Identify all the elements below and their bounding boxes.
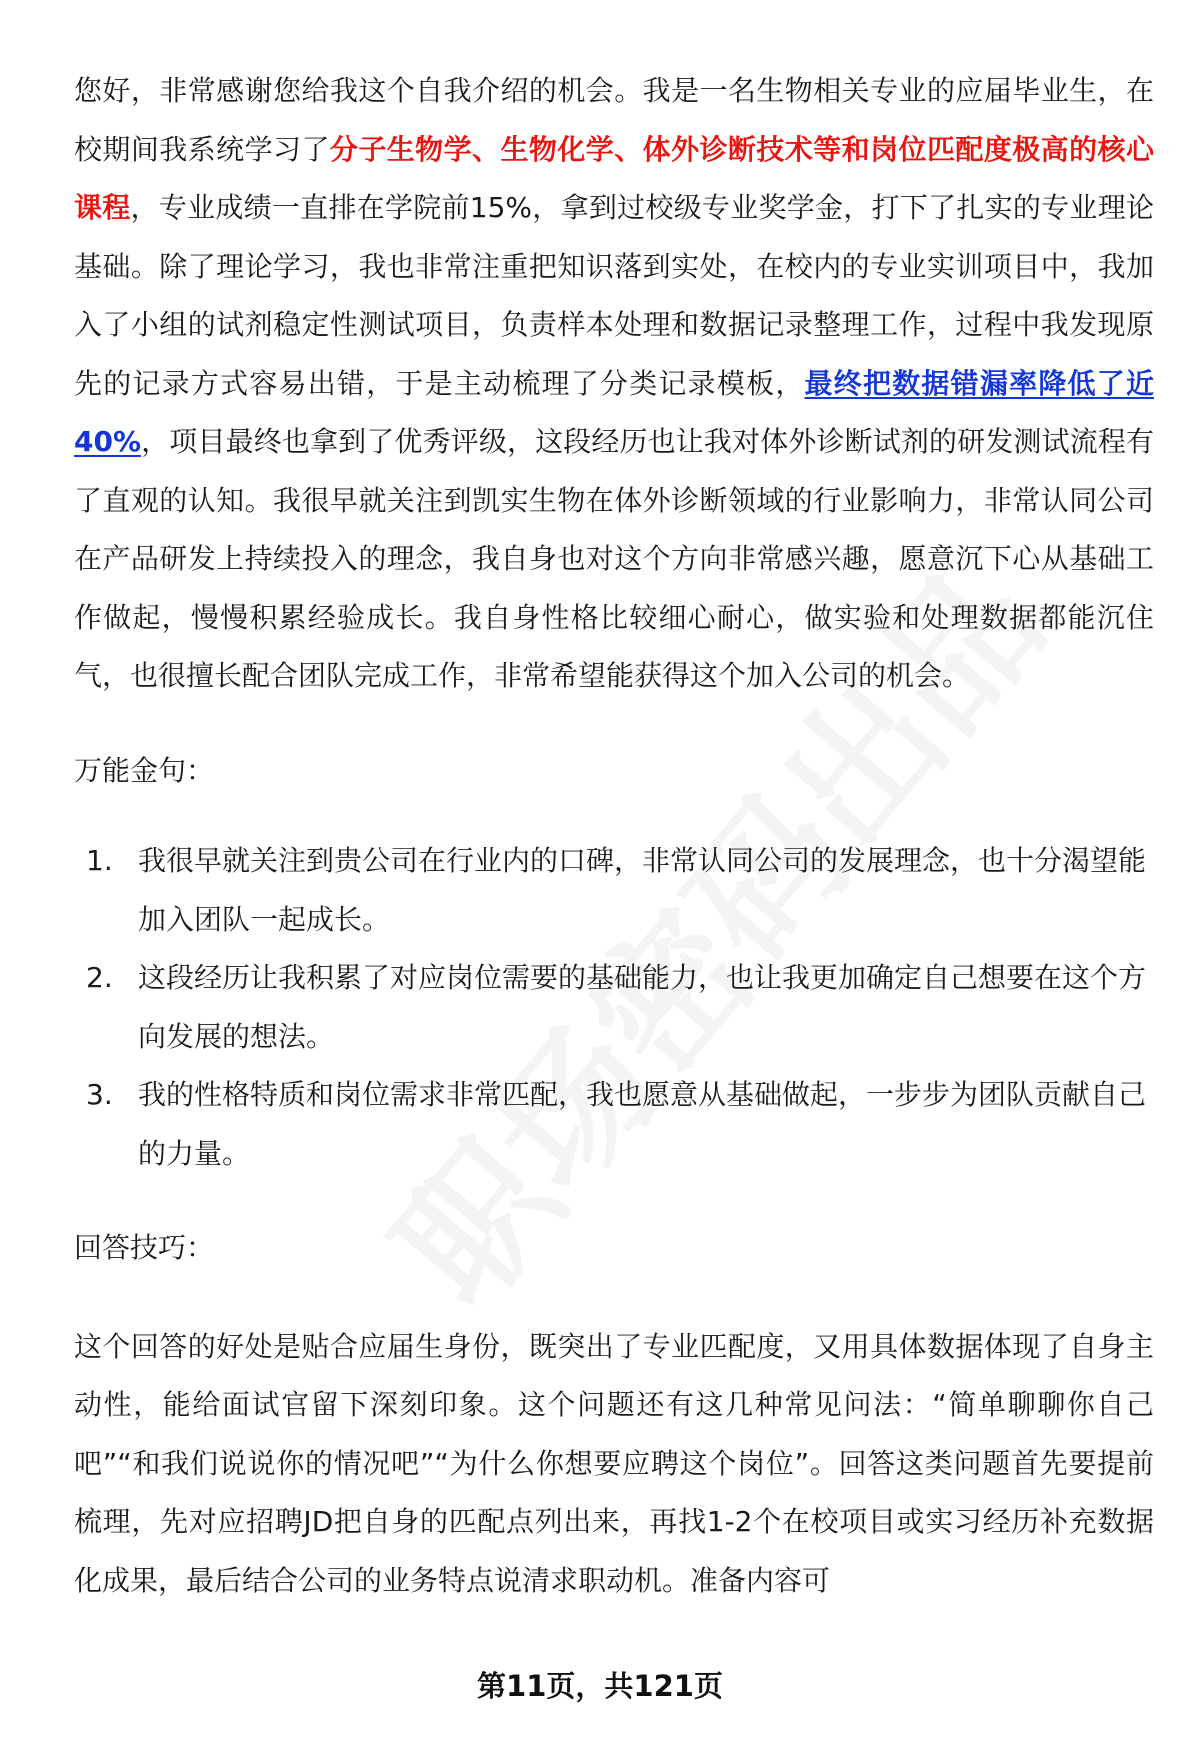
intro-paragraph [74,62,1154,706]
answer-tips-label: 回答技巧： [74,1231,215,1264]
intro-text-1: 您好，非常感谢您给我这个自我介绍的机会。我是一名生物相关专业的应届毕业生，在校期间我系统学习了 [74,74,1154,166]
intro-text-3: ，项目最终也拿到了优秀评级，这段经历也让我对体外诊断试剂的研发测试流程有了直观的认知。我很早就关注到凯实生物在体外诊断领域的行业影响力，非常认同公司在产品研发上持续投入的理念，我自身也对这个方向非常感兴趣，愿意沉下心从基础工作做起，慢慢积累经验成长。我自身性格比较细心耐心，做实验和处理数据都能沉住气，也很擅长配合团队完成工作，非常希望能获得这个加入公司的机会。 [74,425,1154,692]
list-number: 3. [86,1078,113,1111]
golden-sentences-list [74,832,1154,1183]
highlight-result: 最终把数据错漏率降低了近40% [74,366,1154,458]
list-text: 我很早就关注到贵公司在行业内的口碑，非常认同公司的发展理念，也十分渴望能加入团队一起成长。 [138,844,1147,936]
list-item [74,1066,1154,1183]
document-body [74,62,1154,1610]
list-text: 这段经历让我积累了对应岗位需要的基础能力，也让我更加确定自己想要在这个方向发展的想法。 [138,961,1147,1053]
list-number: 2. [86,961,113,994]
highlight-courses: 分子生物学、生物化学、体外诊断技术等和岗位匹配度极高的核心课程 [74,132,1154,224]
list-item [74,832,1154,949]
answer-tips-paragraph: 这个回答的好处是贴合应届生身份，既突出了专业匹配度，又用具体数据体现了自身主动性，能给面试官留下深刻印象。这个问题还有这几种常见问法：“简单聊聊你自己吧”“和我们说说你的情况吧”“为什么你想要应聘这个岗位”。回答这类问题首先要提前梳理，先对应招聘JD把自身的匹配点列出来，再找1-2个在校项目或实习经历补充数据化成果，最后结合公司的业务特点说清求职动机。准备内容可 [74,1329,1154,1597]
list-item [74,949,1154,1066]
list-number: 1. [86,844,113,877]
intro-text-2: ，专业成绩一直排在学院前15%，拿到过校级专业奖学金，打下了扎实的专业理论基础。除了理论学习，我也非常注重把知识落到实处，在校内的专业实训项目中，我加入了小组的试剂稳定性测试项目，负责样本处理和数据记录整理工作，过程中我发现原先的记录方式容易出错，于是主动梳理了分类记录模板， [74,191,1154,400]
list-text: 我的性格特质和岗位需求非常匹配，我也愿意从基础做起，一步步为团队贡献自己的力量。 [138,1078,1147,1170]
page-footer: 第11页，共121页 [477,1669,723,1703]
golden-sentences-label: 万能金句： [74,753,215,787]
